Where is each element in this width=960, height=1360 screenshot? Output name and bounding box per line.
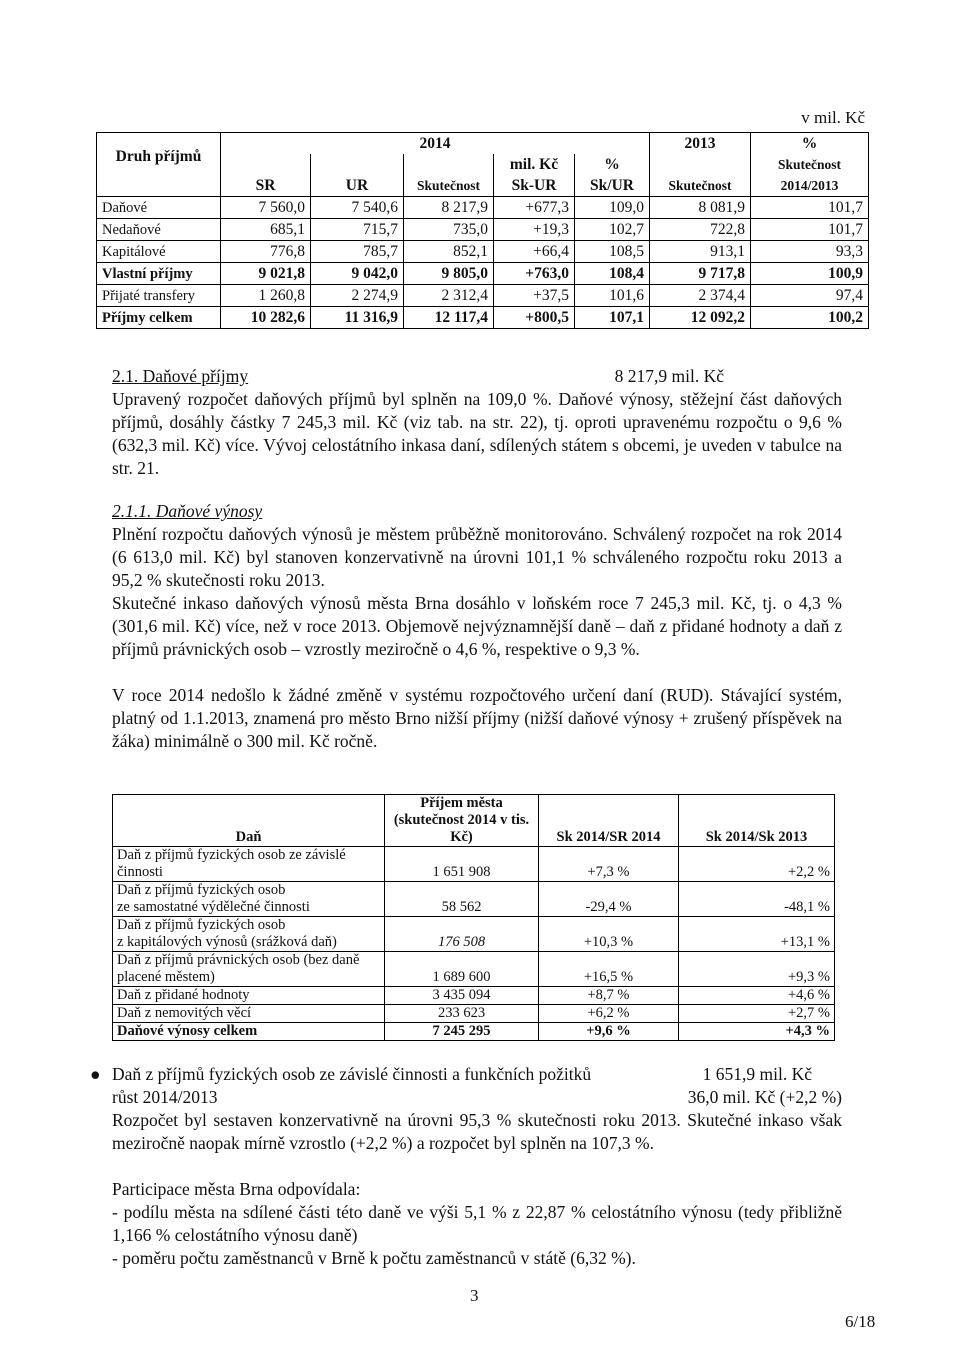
cell-pct: 108,4 bbox=[575, 263, 650, 285]
cell-vs-sr: +8,7 % bbox=[539, 987, 679, 1005]
cell-diff: +19,3 bbox=[494, 219, 575, 241]
row-label: Nedaňové bbox=[97, 219, 221, 241]
row-label: Příjmy celkem bbox=[97, 307, 221, 329]
cell-sr: 10 282,6 bbox=[221, 307, 311, 329]
col-header-milkc: mil. Kč bbox=[494, 154, 575, 175]
cell-ur: 7 540,6 bbox=[311, 197, 404, 219]
cell-value: 7 245 295 bbox=[385, 1023, 539, 1041]
cell-sk: 2 312,4 bbox=[404, 285, 494, 307]
growth-value: 36,0 mil. Kč (+2,2 %) bbox=[687, 1087, 842, 1107]
col-header-skutecnost-2013: Skutečnost bbox=[650, 175, 751, 197]
cell-diff: +763,0 bbox=[494, 263, 575, 285]
tax-name-line1: Daň z příjmů fyzických osob bbox=[117, 882, 286, 898]
table-row bbox=[97, 263, 869, 285]
cell-vs-sr: +9,6 % bbox=[539, 1023, 679, 1041]
cell-sk: 12 117,4 bbox=[404, 307, 494, 329]
cell-vs-sr: +6,2 % bbox=[539, 1005, 679, 1023]
section-2-1-amount: 8 217,9 mil. Kč bbox=[614, 366, 724, 386]
row-label: Kapitálové bbox=[97, 241, 221, 263]
cell-vs-sk: +2,7 % bbox=[679, 1005, 835, 1023]
cell-value: 58 562 bbox=[385, 882, 539, 917]
col-header-sr: SR bbox=[221, 175, 311, 197]
cell-sr: 685,1 bbox=[221, 219, 311, 241]
table-row bbox=[97, 197, 869, 219]
tax-name bbox=[113, 952, 385, 987]
cell-sk: 8 217,9 bbox=[404, 197, 494, 219]
col-header-prijem-top: Příjem města bbox=[420, 795, 503, 811]
col-header-prijem-bottom: (skutečnost 2014 v tis. Kč) bbox=[393, 812, 530, 845]
tax-name-line1: Daň z příjmů právnických osob (bez daně bbox=[117, 952, 360, 968]
cell-sr: 1 260,8 bbox=[221, 285, 311, 307]
section-2-1-1-heading: 2.1.1. Daňové výnosy bbox=[112, 501, 263, 521]
col-header-sk-sk: Sk 2014/Sk 2013 bbox=[679, 795, 835, 847]
cell-sk2013: 913,1 bbox=[650, 241, 751, 263]
cell-sk2013: 722,8 bbox=[650, 219, 751, 241]
col-header-percent-top: % bbox=[751, 133, 869, 155]
cell-vs-sk: +4,3 % bbox=[679, 1023, 835, 1041]
revenue-summary-table bbox=[96, 132, 869, 329]
participation-item-2: - poměru počtu zaměstnanců v Brně k počtu zaměstnanců v státě (6,32 %). bbox=[112, 1248, 636, 1268]
cell-pct2: 100,9 bbox=[751, 263, 869, 285]
col-header-2014-2013: 2014/2013 bbox=[751, 175, 869, 197]
section-2-1-1-p3: V roce 2014 nedošlo k žádné změně v systému rozpočtového určení daní (RUD). Stávající systém, platný od 1.1.2013, znamená pro město Brno nižší příjmy (nižší daňové výnosy + zrušený příspěvek na žáka) minimálně o 300 mil. Kč ročně. bbox=[112, 685, 842, 751]
cell-pct2: 100,2 bbox=[751, 307, 869, 329]
col-header-year-2013: 2013 bbox=[650, 133, 751, 155]
tax-name-line2: činnosti bbox=[117, 864, 163, 880]
col-header-ur: UR bbox=[311, 175, 404, 197]
table-row bbox=[113, 987, 835, 1005]
cell-value: 176 508 bbox=[385, 917, 539, 952]
col-header-prijem-mesta bbox=[385, 795, 539, 847]
cell-pct2: 97,4 bbox=[751, 285, 869, 307]
cell-sk2013: 8 081,9 bbox=[650, 197, 751, 219]
page-number: 3 bbox=[470, 1286, 479, 1305]
cell-sr: 7 560,0 bbox=[221, 197, 311, 219]
col-header-sk-ur: Sk-UR bbox=[494, 175, 575, 197]
cell-vs-sk: +9,3 % bbox=[679, 952, 835, 987]
col-header-skutecnost-pct: Skutečnost bbox=[751, 154, 869, 175]
tax-name bbox=[113, 847, 385, 882]
section-2-1-1 bbox=[112, 500, 842, 753]
table-row bbox=[113, 1005, 835, 1023]
section-2-1-1-p2: Skutečné inkaso daňových výnosů města Brna dosáhlo v loňském roce 7 245,3 mil. Kč, tj. o 4,3 % (301,6 mil. Kč) více, než v roce 2013. Objemově nejvýznamnější daně – daň z přidané hodnoty a daň z příjmů právnických osob – vzrostly meziročně o 4,6 %, respektive o 9,3 %. bbox=[112, 593, 842, 659]
bullet-section bbox=[90, 1063, 842, 1270]
cell-diff: +37,5 bbox=[494, 285, 575, 307]
cell-sk2013: 2 374,4 bbox=[650, 285, 751, 307]
tax-name-line1: Daň z příjmů fyzických osob bbox=[117, 917, 286, 933]
table-row bbox=[97, 219, 869, 241]
table-row bbox=[113, 1023, 835, 1041]
cell-diff: +66,4 bbox=[494, 241, 575, 263]
tax-name-line2: ze samostatné výdělečné činnosti bbox=[117, 899, 310, 915]
bullet-title-value: 1 651,9 mil. Kč bbox=[702, 1064, 812, 1084]
cell-ur: 715,7 bbox=[311, 219, 404, 241]
cell-diff: +677,3 bbox=[494, 197, 575, 219]
col-header-sk-ur-pct: Sk/UR bbox=[575, 175, 650, 197]
cell-vs-sr: +16,5 % bbox=[539, 952, 679, 987]
section-2-1-heading: 2.1. Daňové příjmy bbox=[112, 366, 249, 386]
cell-diff: +800,5 bbox=[494, 307, 575, 329]
cell-ur: 9 042,0 bbox=[311, 263, 404, 285]
col-header-sk-sr: Sk 2014/SR 2014 bbox=[539, 795, 679, 847]
table-row bbox=[113, 952, 835, 987]
cell-sk2013: 9 717,8 bbox=[650, 263, 751, 285]
cell-vs-sr: +7,3 % bbox=[539, 847, 679, 882]
participation-heading: Participace města Brna odpovídala: bbox=[112, 1179, 361, 1199]
cell-vs-sr: +10,3 % bbox=[539, 917, 679, 952]
table-row bbox=[97, 285, 869, 307]
sheet-number: 6/18 bbox=[845, 1312, 876, 1331]
cell-sr: 776,8 bbox=[221, 241, 311, 263]
tax-name bbox=[113, 882, 385, 917]
cell-pct: 102,7 bbox=[575, 219, 650, 241]
cell-vs-sk: +13,1 % bbox=[679, 917, 835, 952]
bullet-text: Rozpočet byl sestaven konzervativně na úrovni 95,3 % skutečnosti roku 2013. Skutečné inkaso však meziročně naopak mírně vzrostlo (+2,2 %) a rozpočet byl splněn na 107,3 %. bbox=[112, 1110, 842, 1153]
cell-ur: 2 274,9 bbox=[311, 285, 404, 307]
cell-ur: 11 316,9 bbox=[311, 307, 404, 329]
tax-name-line2: z kapitálových výnosů (srážková daň) bbox=[117, 934, 337, 950]
table-row bbox=[97, 307, 869, 329]
growth-label: růst 2014/2013 bbox=[112, 1087, 218, 1107]
cell-sk2013: 12 092,2 bbox=[650, 307, 751, 329]
cell-vs-sk: -48,1 % bbox=[679, 882, 835, 917]
section-2-1-1-p1: Plnění rozpočtu daňových výnosů je městem průběžně monitorováno. Schválený rozpočet na rok 2014 (6 613,0 mil. Kč) byl stanoven konzervativně na úrovni 101,1 % schváleného rozpočtu roku 2013 a 95,2 % skutečnosti roku 2013. bbox=[112, 524, 842, 590]
tax-name: Daň z nemovitých věcí bbox=[113, 1005, 385, 1023]
row-label: Přijaté transfery bbox=[97, 285, 221, 307]
tax-name: Daň z přidané hodnoty bbox=[113, 987, 385, 1005]
cell-pct2: 93,3 bbox=[751, 241, 869, 263]
cell-value: 3 435 094 bbox=[385, 987, 539, 1005]
section-2-1 bbox=[112, 365, 842, 480]
section-2-1-text: Upravený rozpočet daňových příjmů byl splněn na 109,0 %. Daňové výnosy, stěžejní část daňových příjmů, dosáhly částky 7 245,3 mil. Kč (viz tab. na str. 22), tj. oproti upravenému rozpočtu o 9,6 % (632,3 mil. Kč) více. Vývoj celostátního inkasa daní, sdílených státem s obcemi, je uveden v tabulce na str. 21. bbox=[112, 389, 842, 478]
cell-sr: 9 021,8 bbox=[221, 263, 311, 285]
cell-pct: 107,1 bbox=[575, 307, 650, 329]
tax-revenue-table bbox=[112, 794, 835, 1041]
cell-vs-sr: -29,4 % bbox=[539, 882, 679, 917]
col-header-percent: % bbox=[575, 154, 650, 175]
cell-vs-sk: +2,2 % bbox=[679, 847, 835, 882]
cell-ur: 785,7 bbox=[311, 241, 404, 263]
cell-sk: 735,0 bbox=[404, 219, 494, 241]
cell-pct2: 101,7 bbox=[751, 197, 869, 219]
col-header-druh-prijmu: Druh příjmů bbox=[97, 133, 221, 197]
table-row bbox=[113, 917, 835, 952]
cell-pct: 108,5 bbox=[575, 241, 650, 263]
bullet-title: Daň z příjmů fyzických osob ze závislé činnosti a funkčních požitků bbox=[112, 1064, 592, 1084]
cell-value: 1 689 600 bbox=[385, 952, 539, 987]
tax-name bbox=[113, 917, 385, 952]
cell-sk: 9 805,0 bbox=[404, 263, 494, 285]
cell-vs-sk: +4,6 % bbox=[679, 987, 835, 1005]
table-row bbox=[113, 847, 835, 882]
col-header-dan: Daň bbox=[113, 795, 385, 847]
cell-pct: 101,6 bbox=[575, 285, 650, 307]
cell-sk: 852,1 bbox=[404, 241, 494, 263]
unit-note: v mil. Kč bbox=[801, 108, 865, 127]
bullet-icon: ● bbox=[90, 1064, 101, 1084]
tax-name-line1: Daň z příjmů fyzických osob ze závislé bbox=[117, 847, 346, 863]
table-row bbox=[113, 882, 835, 917]
col-header-year-2014: 2014 bbox=[221, 133, 650, 155]
participation-item-1: - podílu města na sdílené části této daně ve výši 5,1 % z 22,87 % celostátního výnosu (tedy přibližně 1,166 % celostátního výnosu daně) bbox=[112, 1202, 842, 1245]
cell-pct2: 101,7 bbox=[751, 219, 869, 241]
tax-name: Daňové výnosy celkem bbox=[113, 1023, 385, 1041]
tax-name-line2: placené městem) bbox=[117, 969, 215, 985]
cell-pct: 109,0 bbox=[575, 197, 650, 219]
table-row bbox=[97, 241, 869, 263]
cell-value: 1 651 908 bbox=[385, 847, 539, 882]
cell-value: 233 623 bbox=[385, 1005, 539, 1023]
col-header-skutecnost-2014: Skutečnost bbox=[404, 175, 494, 197]
row-label: Daňové bbox=[97, 197, 221, 219]
row-label: Vlastní příjmy bbox=[97, 263, 221, 285]
